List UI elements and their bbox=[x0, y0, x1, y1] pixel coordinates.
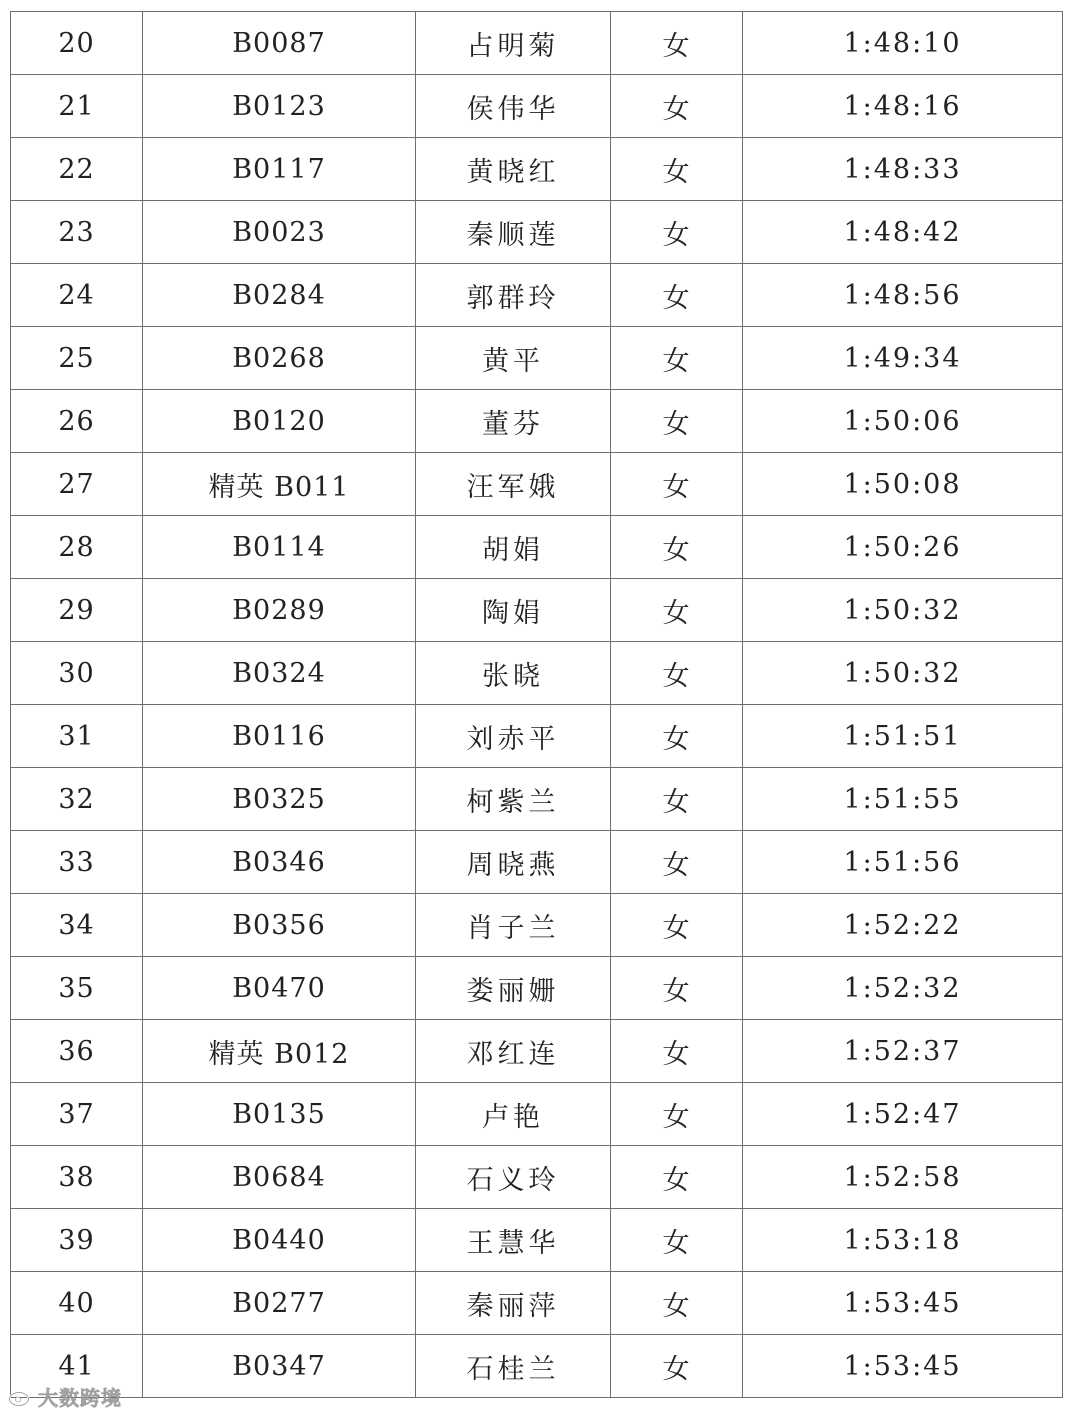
table-row bbox=[11, 705, 1063, 768]
gender-cell: 女 bbox=[611, 138, 743, 201]
name-cell: 汪军娥 bbox=[416, 453, 611, 516]
name-cell: 肖子兰 bbox=[416, 894, 611, 957]
time-cell: 1:50:32 bbox=[743, 642, 1063, 705]
rank-cell: 37 bbox=[11, 1083, 143, 1146]
table-row bbox=[11, 453, 1063, 516]
rank-cell: 24 bbox=[11, 264, 143, 327]
name-cell: 黄平 bbox=[416, 327, 611, 390]
bib-cell: B0440 bbox=[143, 1209, 416, 1272]
table-row bbox=[11, 390, 1063, 453]
table-row bbox=[11, 264, 1063, 327]
table-row bbox=[11, 957, 1063, 1020]
gender-cell: 女 bbox=[611, 894, 743, 957]
rank-cell: 41 bbox=[11, 1335, 143, 1398]
rank-cell: 29 bbox=[11, 579, 143, 642]
table-row bbox=[11, 831, 1063, 894]
gender-cell: 女 bbox=[611, 516, 743, 579]
table-row bbox=[11, 768, 1063, 831]
gender-cell: 女 bbox=[611, 642, 743, 705]
table-row bbox=[11, 516, 1063, 579]
name-cell: 张晓 bbox=[416, 642, 611, 705]
time-cell: 1:50:26 bbox=[743, 516, 1063, 579]
weibo-icon bbox=[8, 1385, 34, 1407]
bib-cell: 精英 B011 bbox=[143, 453, 416, 516]
rank-cell: 34 bbox=[11, 894, 143, 957]
time-cell: 1:51:56 bbox=[743, 831, 1063, 894]
table-row bbox=[11, 1020, 1063, 1083]
time-cell: 1:50:32 bbox=[743, 579, 1063, 642]
results-table-body bbox=[11, 12, 1063, 1398]
table-row bbox=[11, 1209, 1063, 1272]
rank-cell: 22 bbox=[11, 138, 143, 201]
name-cell: 石桂兰 bbox=[416, 1335, 611, 1398]
time-cell: 1:48:42 bbox=[743, 201, 1063, 264]
time-cell: 1:48:10 bbox=[743, 12, 1063, 75]
time-cell: 1:48:56 bbox=[743, 264, 1063, 327]
rank-cell: 32 bbox=[11, 768, 143, 831]
gender-cell: 女 bbox=[611, 1335, 743, 1398]
table-row bbox=[11, 1083, 1063, 1146]
rank-cell: 25 bbox=[11, 327, 143, 390]
gender-cell: 女 bbox=[611, 1209, 743, 1272]
table-row bbox=[11, 138, 1063, 201]
time-cell: 1:51:51 bbox=[743, 705, 1063, 768]
table-row bbox=[11, 642, 1063, 705]
bib-cell: B0023 bbox=[143, 201, 416, 264]
gender-cell: 女 bbox=[611, 201, 743, 264]
watermark-text: 大数跨境 bbox=[38, 1385, 122, 1410]
rank-cell: 20 bbox=[11, 12, 143, 75]
table-row bbox=[11, 1272, 1063, 1335]
name-cell: 秦丽萍 bbox=[416, 1272, 611, 1335]
time-cell: 1:52:37 bbox=[743, 1020, 1063, 1083]
time-cell: 1:53:45 bbox=[743, 1335, 1063, 1398]
name-cell: 刘赤平 bbox=[416, 705, 611, 768]
rank-cell: 23 bbox=[11, 201, 143, 264]
gender-cell: 女 bbox=[611, 1146, 743, 1209]
time-cell: 1:51:55 bbox=[743, 768, 1063, 831]
rank-cell: 33 bbox=[11, 831, 143, 894]
rank-cell: 28 bbox=[11, 516, 143, 579]
rank-cell: 27 bbox=[11, 453, 143, 516]
time-cell: 1:52:58 bbox=[743, 1146, 1063, 1209]
bib-cell: B0135 bbox=[143, 1083, 416, 1146]
table-row bbox=[11, 1335, 1063, 1398]
table-row bbox=[11, 1146, 1063, 1209]
name-cell: 黄晓红 bbox=[416, 138, 611, 201]
rank-cell: 30 bbox=[11, 642, 143, 705]
time-cell: 1:52:22 bbox=[743, 894, 1063, 957]
gender-cell: 女 bbox=[611, 1272, 743, 1335]
gender-cell: 女 bbox=[611, 768, 743, 831]
bib-cell: B0268 bbox=[143, 327, 416, 390]
bib-cell: B0120 bbox=[143, 390, 416, 453]
table-row bbox=[11, 75, 1063, 138]
name-cell: 秦顺莲 bbox=[416, 201, 611, 264]
bib-cell: B0116 bbox=[143, 705, 416, 768]
name-cell: 石义玲 bbox=[416, 1146, 611, 1209]
watermark bbox=[8, 1384, 122, 1408]
time-cell: 1:48:16 bbox=[743, 75, 1063, 138]
gender-cell: 女 bbox=[611, 390, 743, 453]
table-row bbox=[11, 894, 1063, 957]
name-cell: 占明菊 bbox=[416, 12, 611, 75]
name-cell: 侯伟华 bbox=[416, 75, 611, 138]
name-cell: 周晓燕 bbox=[416, 831, 611, 894]
bib-cell: B0346 bbox=[143, 831, 416, 894]
name-cell: 郭群玲 bbox=[416, 264, 611, 327]
bib-cell: B0470 bbox=[143, 957, 416, 1020]
gender-cell: 女 bbox=[611, 579, 743, 642]
bib-cell: B0347 bbox=[143, 1335, 416, 1398]
name-cell: 柯紫兰 bbox=[416, 768, 611, 831]
gender-cell: 女 bbox=[611, 12, 743, 75]
gender-cell: 女 bbox=[611, 1020, 743, 1083]
name-cell: 陶娟 bbox=[416, 579, 611, 642]
name-cell: 娄丽姗 bbox=[416, 957, 611, 1020]
name-cell: 邓红连 bbox=[416, 1020, 611, 1083]
bib-cell: B0087 bbox=[143, 12, 416, 75]
time-cell: 1:53:18 bbox=[743, 1209, 1063, 1272]
rank-cell: 35 bbox=[11, 957, 143, 1020]
bib-cell: B0356 bbox=[143, 894, 416, 957]
bib-cell: B0123 bbox=[143, 75, 416, 138]
gender-cell: 女 bbox=[611, 453, 743, 516]
rank-cell: 26 bbox=[11, 390, 143, 453]
bib-cell: 精英 B012 bbox=[143, 1020, 416, 1083]
bib-cell: B0284 bbox=[143, 264, 416, 327]
gender-cell: 女 bbox=[611, 831, 743, 894]
rank-cell: 39 bbox=[11, 1209, 143, 1272]
time-cell: 1:53:45 bbox=[743, 1272, 1063, 1335]
results-table bbox=[10, 11, 1063, 1398]
rank-cell: 36 bbox=[11, 1020, 143, 1083]
bib-cell: B0324 bbox=[143, 642, 416, 705]
bib-cell: B0117 bbox=[143, 138, 416, 201]
time-cell: 1:50:06 bbox=[743, 390, 1063, 453]
gender-cell: 女 bbox=[611, 327, 743, 390]
bib-cell: B0289 bbox=[143, 579, 416, 642]
bib-cell: B0684 bbox=[143, 1146, 416, 1209]
table-row bbox=[11, 201, 1063, 264]
name-cell: 王慧华 bbox=[416, 1209, 611, 1272]
name-cell: 胡娟 bbox=[416, 516, 611, 579]
name-cell: 卢艳 bbox=[416, 1083, 611, 1146]
table-row bbox=[11, 327, 1063, 390]
name-cell: 董芬 bbox=[416, 390, 611, 453]
time-cell: 1:52:47 bbox=[743, 1083, 1063, 1146]
rank-cell: 21 bbox=[11, 75, 143, 138]
gender-cell: 女 bbox=[611, 1083, 743, 1146]
table-row bbox=[11, 579, 1063, 642]
gender-cell: 女 bbox=[611, 705, 743, 768]
gender-cell: 女 bbox=[611, 957, 743, 1020]
time-cell: 1:52:32 bbox=[743, 957, 1063, 1020]
bib-cell: B0277 bbox=[143, 1272, 416, 1335]
bib-cell: B0325 bbox=[143, 768, 416, 831]
time-cell: 1:50:08 bbox=[743, 453, 1063, 516]
time-cell: 1:49:34 bbox=[743, 327, 1063, 390]
table-row bbox=[11, 12, 1063, 75]
rank-cell: 40 bbox=[11, 1272, 143, 1335]
gender-cell: 女 bbox=[611, 264, 743, 327]
rank-cell: 38 bbox=[11, 1146, 143, 1209]
gender-cell: 女 bbox=[611, 75, 743, 138]
rank-cell: 31 bbox=[11, 705, 143, 768]
time-cell: 1:48:33 bbox=[743, 138, 1063, 201]
bib-cell: B0114 bbox=[143, 516, 416, 579]
